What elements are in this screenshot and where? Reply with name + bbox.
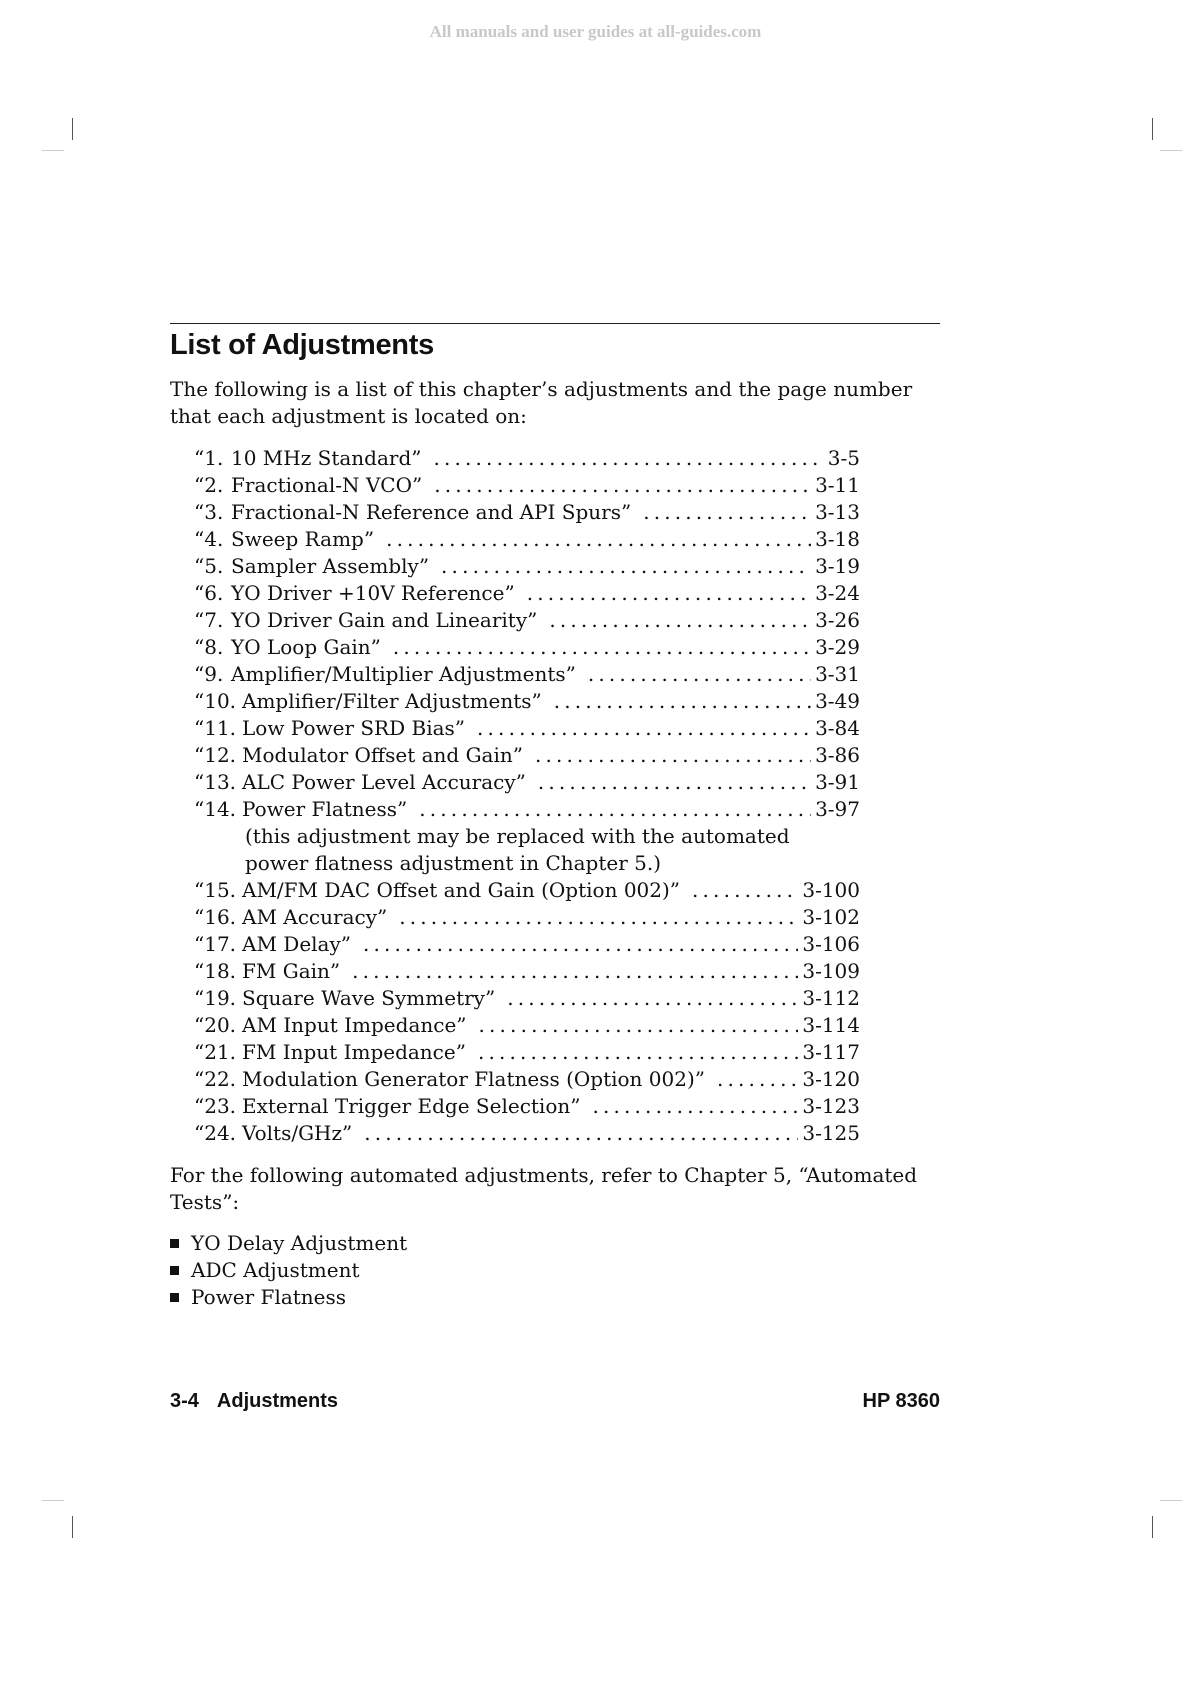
toc-entry-number: “20. (194, 1013, 237, 1037)
toc-entry-label: FM Gain” (242, 959, 341, 983)
toc-entry-label: External Trigger Edge Selection” (242, 1094, 581, 1118)
toc-note-line (194, 823, 860, 850)
toc-entry-label: AM Delay” (242, 932, 351, 956)
toc-entry[interactable] (194, 1093, 860, 1120)
toc-entry-number: “23. (194, 1094, 237, 1118)
toc-leader-dots (507, 985, 798, 1012)
toc-entry[interactable] (194, 553, 860, 580)
toc-entry-page: 3-86 (815, 743, 860, 767)
toc-entry[interactable] (194, 742, 860, 769)
toc-leader-dots (527, 580, 811, 607)
toc-entry-page: 3-26 (815, 608, 860, 632)
crop-mark-top-left (72, 118, 73, 140)
toc-leader-dots (393, 634, 811, 661)
bullet-square-icon (170, 1293, 179, 1302)
toc-entry-page: 3-24 (815, 581, 860, 605)
toc-entry[interactable] (194, 796, 860, 823)
toc-entry-label: Fractional-N VCO” (231, 473, 423, 497)
toc-leader-dots (535, 742, 811, 769)
toc-entry-page: 3-29 (815, 635, 860, 659)
toc-entry-page: 3-100 (802, 878, 860, 902)
toc-entry[interactable] (194, 1012, 860, 1039)
automated-list-item (170, 1257, 407, 1284)
toc-entry-number: “17. (194, 932, 237, 956)
toc-entry-number: “8. (194, 635, 224, 659)
toc-entry-page: 3-112 (802, 986, 860, 1010)
toc-entry[interactable] (194, 1039, 860, 1066)
toc-entry-page: 3-11 (815, 473, 860, 497)
toc-note-line (194, 850, 860, 877)
bullet-square-icon (170, 1266, 179, 1275)
intro-paragraph: The following is a list of this chapter’s adjustments and the page number that each adjustment is located on: (170, 377, 913, 428)
toc-entry-page: 3-109 (802, 959, 860, 983)
toc-entry[interactable] (194, 661, 860, 688)
toc-entry-number: “13. (194, 770, 237, 794)
toc-entry-page: 3-19 (815, 554, 860, 578)
toc-leader-dots (554, 688, 811, 715)
toc-entry-label: Square Wave Symmetry” (242, 986, 496, 1010)
automated-list-item-text: ADC Adjustment (191, 1258, 360, 1282)
crop-mark-bottom-right-h (1160, 1500, 1182, 1501)
toc-entry-number: “3. (194, 500, 224, 524)
footer-left (170, 1390, 338, 1413)
automated-list-item (170, 1230, 407, 1257)
section-title: List of Adjustments (170, 329, 434, 361)
toc-leader-dots (538, 769, 811, 796)
automated-list-item-text: Power Flatness (191, 1285, 347, 1309)
toc-note-text: power flatness adjustment in Chapter 5.) (245, 851, 662, 875)
toc-entry-page: 3-102 (802, 905, 860, 929)
toc-leader-dots (386, 526, 811, 553)
toc-note-text: (this adjustment may be replaced with the automated (245, 824, 790, 848)
footer-product: HP 8360 (862, 1390, 940, 1412)
toc-entry-page: 3-125 (802, 1121, 860, 1145)
toc-entry-page: 3-123 (802, 1094, 860, 1118)
automated-paragraph: For the following automated adjustments, refer to Chapter 5, “Automated Tests”: (170, 1163, 918, 1214)
footer-section-name: Adjustments (216, 1390, 339, 1412)
adjustments-list (194, 445, 860, 1147)
toc-entry[interactable] (194, 607, 860, 634)
bullet-square-icon (170, 1239, 179, 1248)
toc-entry-number: “6. (194, 581, 224, 605)
toc-entry[interactable] (194, 472, 860, 499)
automated-list-item-text: YO Delay Adjustment (191, 1231, 408, 1255)
toc-entry-page: 3-49 (815, 689, 860, 713)
toc-entry-number: “2. (194, 473, 224, 497)
toc-entry-number: “4. (194, 527, 224, 551)
toc-entry-page: 3-91 (815, 770, 860, 794)
toc-entry[interactable] (194, 634, 860, 661)
toc-entry-page: 3-114 (802, 1013, 860, 1037)
toc-entry-page: 3-13 (815, 500, 860, 524)
toc-entry-label: YO Driver Gain and Linearity” (231, 608, 538, 632)
toc-entry[interactable] (194, 445, 860, 472)
toc-entry-label: Modulator Offset and Gain” (242, 743, 523, 767)
crop-mark-top-right (1152, 118, 1153, 140)
toc-entry-label: Modulation Generator Flatness (Option 002)” (242, 1067, 705, 1091)
toc-entry[interactable] (194, 904, 860, 931)
toc-leader-dots (434, 472, 811, 499)
toc-entry-number: “22. (194, 1067, 237, 1091)
watermark: All manuals and user guides at all-guides.com (429, 22, 762, 41)
toc-entry[interactable] (194, 1120, 860, 1147)
toc-entry-page: 3-5 (827, 446, 860, 470)
toc-entry-page: 3-117 (802, 1040, 860, 1064)
crop-mark-bottom-left (72, 1516, 73, 1538)
toc-entry-number: “14. (194, 797, 237, 821)
toc-entry-number: “16. (194, 905, 237, 929)
crop-mark-top-right-h (1160, 150, 1182, 151)
section-rule (170, 323, 940, 324)
toc-entry[interactable] (194, 580, 860, 607)
crop-mark-bottom-right (1152, 1516, 1153, 1538)
toc-entry-label: Fractional-N Reference and API Spurs” (231, 500, 632, 524)
toc-entry-label: 10 MHz Standard” (231, 446, 422, 470)
toc-leader-dots (419, 796, 811, 823)
footer-section-number: 3-4 (170, 1390, 199, 1412)
toc-entry-page: 3-31 (815, 662, 860, 686)
toc-entry[interactable] (194, 931, 860, 958)
toc-entry-page: 3-106 (802, 932, 860, 956)
toc-entry-number: “9. (194, 662, 224, 686)
toc-leader-dots (478, 1039, 798, 1066)
toc-entry-label: Amplifier/Multiplier Adjustments” (231, 662, 576, 686)
toc-leader-dots (399, 904, 798, 931)
toc-entry[interactable] (194, 688, 860, 715)
toc-leader-dots (549, 607, 811, 634)
toc-entry[interactable] (194, 958, 860, 985)
toc-entry-page: 3-97 (815, 797, 860, 821)
toc-entry-number: “7. (194, 608, 224, 632)
toc-leader-dots (352, 958, 798, 985)
toc-entry[interactable] (194, 769, 860, 796)
toc-entry-number: “18. (194, 959, 237, 983)
toc-entry-number: “19. (194, 986, 237, 1010)
toc-entry-number: “1. (194, 446, 224, 470)
toc-leader-dots (363, 931, 798, 958)
toc-entry[interactable] (194, 985, 860, 1012)
toc-leader-dots (479, 1012, 799, 1039)
toc-entry-number: “12. (194, 743, 237, 767)
toc-entry-label: Low Power SRD Bias” (242, 716, 466, 740)
toc-entry-label: AM/FM DAC Offset and Gain (Option 002)” (242, 878, 681, 902)
toc-entry[interactable] (194, 877, 860, 904)
toc-entry-label: YO Driver +10V Reference” (231, 581, 515, 605)
crop-mark-bottom-left-h (42, 1500, 64, 1501)
toc-entry-number: “10. (194, 689, 237, 713)
toc-entry-page: 3-84 (815, 716, 860, 740)
toc-entry-page: 3-120 (802, 1067, 860, 1091)
toc-entry-label: YO Loop Gain” (231, 635, 381, 659)
toc-entry-number: “24. (194, 1121, 237, 1145)
toc-entry[interactable] (194, 715, 860, 742)
automated-list-item (170, 1284, 407, 1311)
toc-leader-dots (588, 661, 811, 688)
crop-mark-top-left-h (42, 150, 64, 151)
toc-entry[interactable] (194, 1066, 860, 1093)
toc-entry-label: AM Accuracy” (242, 905, 388, 929)
toc-leader-dots (441, 553, 811, 580)
toc-entry-label: Sweep Ramp” (231, 527, 375, 551)
toc-leader-dots (692, 877, 798, 904)
toc-leader-dots (433, 445, 823, 472)
toc-entry[interactable] (194, 526, 860, 553)
automated-list (170, 1230, 407, 1311)
toc-entry-page: 3-18 (815, 527, 860, 551)
toc-leader-dots (477, 715, 811, 742)
toc-entry-label: AM Input Impedance” (242, 1013, 467, 1037)
toc-entry-number: “15. (194, 878, 237, 902)
toc-leader-dots (592, 1093, 798, 1120)
toc-entry[interactable] (194, 499, 860, 526)
toc-entry-label: Power Flatness” (242, 797, 408, 821)
toc-entry-label: Sampler Assembly” (231, 554, 430, 578)
toc-leader-dots (364, 1120, 798, 1147)
toc-leader-dots (717, 1066, 798, 1093)
toc-entry-label: ALC Power Level Accuracy” (242, 770, 526, 794)
toc-entry-label: Volts/GHz” (242, 1121, 353, 1145)
toc-entry-label: FM Input Impedance” (242, 1040, 466, 1064)
toc-entry-number: “11. (194, 716, 237, 740)
toc-leader-dots (643, 499, 811, 526)
toc-entry-number: “21. (194, 1040, 237, 1064)
toc-entry-number: “5. (194, 554, 224, 578)
toc-entry-label: Amplifier/Filter Adjustments” (242, 689, 542, 713)
